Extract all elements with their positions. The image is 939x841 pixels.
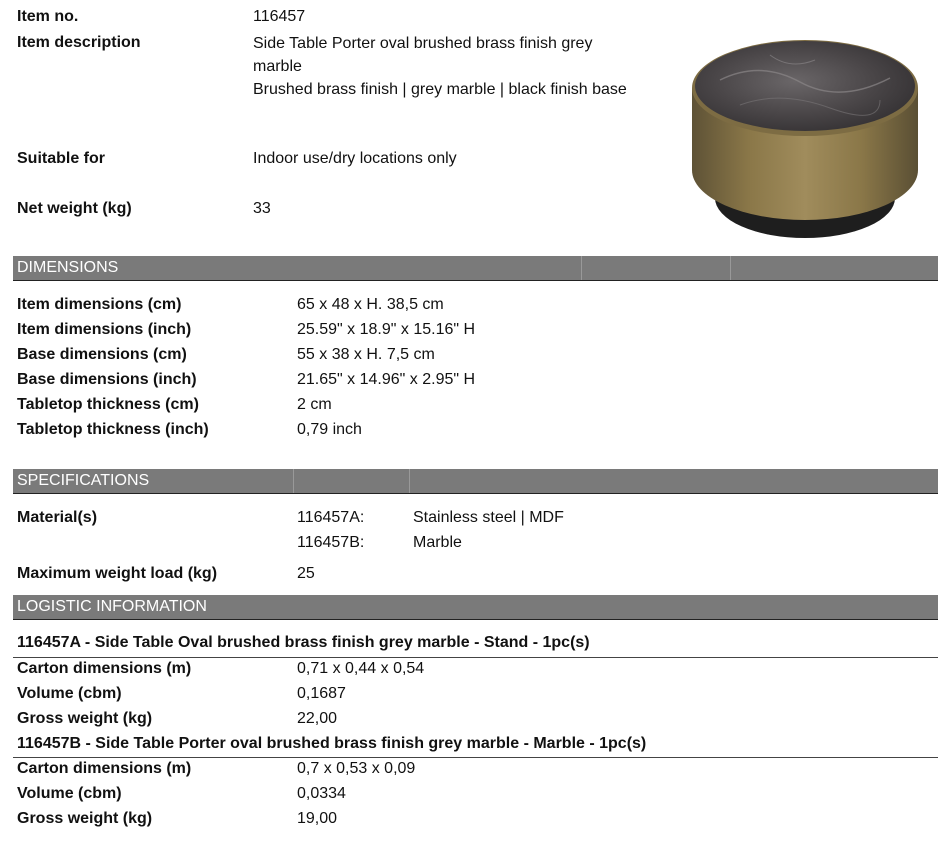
dimension-label: Tabletop thickness (cm) (17, 396, 199, 413)
net-weight-value: 33 (253, 200, 271, 217)
logistic-value: 0,1687 (297, 685, 346, 702)
logistic-value: 22,00 (297, 710, 338, 727)
logistic-title: LOGISTIC INFORMATION (17, 598, 207, 615)
logistic-value: 0,7 x 0,53 x 0,09 (297, 760, 416, 777)
logistic-label: Gross weight (kg) (17, 810, 153, 827)
item-description-line-1: Side Table Porter oval brushed brass finish grey marble (253, 35, 593, 75)
material-value: Stainless steel | MDF (413, 509, 564, 526)
material-code: 116457A: (297, 509, 365, 526)
dimension-label: Item dimensions (cm) (17, 296, 182, 313)
logistic-label: Volume (cbm) (17, 785, 122, 802)
dimension-value: 25.59" x 18.9" x 15.16" H (297, 321, 476, 338)
package-heading: 116457B - Side Table Porter oval brushed brass finish grey marble - Marble - 1pc(s) (17, 735, 647, 752)
table-top-marble (695, 41, 915, 131)
specifications-title: SPECIFICATIONS (17, 472, 150, 489)
material-label: Material(s) (17, 509, 98, 526)
logistic-value: 19,00 (297, 810, 338, 827)
dimension-label: Tabletop thickness (inch) (17, 421, 209, 438)
item-no-value: 116457 (253, 8, 306, 25)
dimension-value: 2 cm (297, 396, 332, 413)
net-weight-label: Net weight (kg) (17, 200, 132, 217)
product-image (680, 30, 925, 245)
logistic-value: 0,0334 (297, 785, 346, 802)
package-heading: 116457A - Side Table Oval brushed brass finish grey marble - Stand - 1pc(s) (17, 634, 590, 651)
dimension-value: 21.65" x 14.96" x 2.95" H (297, 371, 476, 388)
suitable-for-label: Suitable for (17, 150, 106, 167)
item-description-label: Item description (17, 34, 141, 51)
dimension-label: Base dimensions (cm) (17, 346, 187, 363)
dimensions-section-header (13, 256, 938, 280)
logistic-label: Gross weight (kg) (17, 710, 153, 727)
dimension-label: Base dimensions (inch) (17, 371, 197, 388)
specifications-section-header (13, 469, 938, 493)
logistic-label: Volume (cbm) (17, 685, 122, 702)
dimension-value: 65 x 48 x H. 38,5 cm (297, 296, 444, 313)
max-load-label: Maximum weight load (kg) (17, 565, 218, 582)
logistic-label: Carton dimensions (m) (17, 660, 192, 677)
logistic-value: 0,71 x 0,44 x 0,54 (297, 660, 425, 677)
logistic-label: Carton dimensions (m) (17, 760, 192, 777)
dimension-label: Item dimensions (inch) (17, 321, 192, 338)
dimension-value: 0,79 inch (297, 421, 362, 438)
material-value: Marble (413, 534, 462, 551)
item-description-line-2: Brushed brass finish | grey marble | black finish base (253, 81, 627, 98)
material-code: 116457B: (297, 534, 365, 551)
logistic-section-header (13, 595, 938, 619)
max-load-value: 25 (297, 565, 315, 582)
item-no-label: Item no. (17, 8, 79, 25)
suitable-for-value: Indoor use/dry locations only (253, 150, 457, 167)
dimension-value: 55 x 38 x H. 7,5 cm (297, 346, 435, 363)
dimensions-title: DIMENSIONS (17, 259, 119, 276)
